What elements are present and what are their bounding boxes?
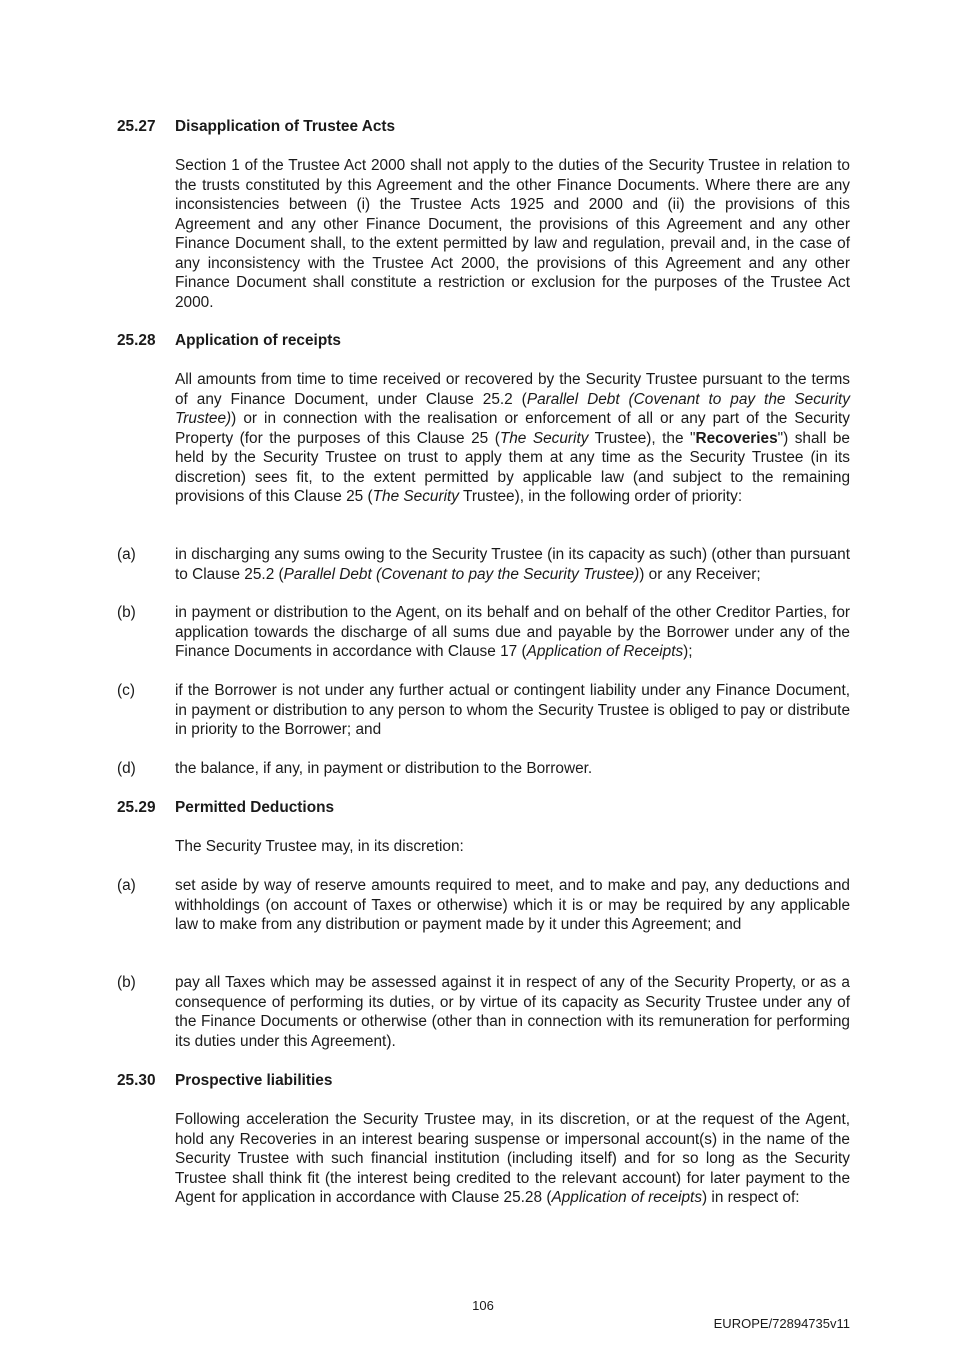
- page-number: 106: [472, 1298, 494, 1313]
- list-item-text: in discharging any sums owing to the Security Trustee (in its capacity as such) (other than pursuant to Clause 25.2 (Parallel Debt (Covenant to pay the Security Trustee)) or any Receiver;: [175, 546, 850, 583]
- list-item-text: if the Borrower is not under any further actual or contingent liability under any Finance Document, in payment or distribution to any person to whom the Security Trustee is obliged to pay or distribute in priority to the Borrower; and: [175, 682, 850, 738]
- list-item-text: pay all Taxes which may be assessed against it in respect of any of the Security Property, or as a consequence of performing its duties, or by virtue of its capacity as Security Trustee under any of the Finance Documents or otherwise (other than in connection with its remuneration for performing its duties under this Agreement).: [175, 974, 850, 1050]
- list-item-label: (b): [117, 974, 136, 991]
- list-item-label: (b): [117, 604, 136, 621]
- section-title: Permitted Deductions: [175, 799, 335, 816]
- section-number: 25.27: [117, 118, 156, 135]
- section-title: Prospective liabilities: [175, 1072, 333, 1089]
- section-number: 25.30: [117, 1072, 156, 1089]
- document-reference: EUROPE/72894735v11: [713, 1316, 850, 1331]
- list-item-text: the balance, if any, in payment or distribution to the Borrower.: [175, 760, 593, 777]
- section-paragraph: The Security Trustee may, in its discretion:: [175, 838, 464, 855]
- list-item-label: (a): [117, 877, 136, 894]
- list-item-text: in payment or distribution to the Agent, on its behalf and on behalf of the other Creditor Parties, for application towards the discharge of all sums due and payable by the Borrower under any of the Finance Documents in accordance with Clause 17 (Application of Receipts);: [175, 604, 850, 660]
- section-title: Application of receipts: [175, 332, 341, 349]
- list-item-label: (c): [117, 682, 135, 699]
- section-paragraph: All amounts from time to time received or recovered by the Security Trustee pursuant to the terms of any Finance Document, under Clause 25.2 (Parallel Debt (Covenant to pay the Security Trustee)) or in connection with the realisation or enforcement of all or any part of the Security Property (for the purposes of this Clause 25 (The Security Trustee), the "Recoveries") shall be held by the Security Trustee on trust to apply them at any time as the Security Trustee (in its discretion) sees fit, to the extent permitted by applicable law (and subject to the remaining provisions of this Clause 25 (The Security Trustee), in the following order of priority:: [175, 371, 850, 505]
- list-item-label: (a): [117, 546, 136, 563]
- section-number: 25.28: [117, 332, 156, 349]
- list-item-label: (d): [117, 760, 136, 777]
- section-number: 25.29: [117, 799, 156, 816]
- section-paragraph: Section 1 of the Trustee Act 2000 shall not apply to the duties of the Security Trustee in relation to the trusts constituted by this Agreement and the other Finance Documents. Where there are any inconsistencies between (i) the Trustee Acts 1925 and 2000 and (ii) the provisions of this Agreement and any other Finance Document, the provisions of this Agreement and any other Finance Document shall, to the extent permitted by law and regulation, prevail and, in the case of any inconsistency with the Trustee Act 2000, the provisions of this Agreement and any other Finance Document shall constitute a restriction or exclusion for the purposes of the Trustee Act 2000.: [175, 157, 850, 311]
- section-title: Disapplication of Trustee Acts: [175, 118, 396, 135]
- list-item-text: set aside by way of reserve amounts required to meet, and to make and pay, any deductions and withholdings (on account of Taxes or otherwise) which it is or may be required by any applicable law to make from any distribution or payment made by it under this Agreement; and: [175, 877, 850, 933]
- section-paragraph: Following acceleration the Security Trustee may, in its discretion, or at the request of the Agent, hold any Recoveries in an interest bearing suspense or impersonal account(s) in the name of the Security Trustee with such financial institution (including itself) and for so long as the Security Trustee shall think fit (the interest being credited to the relevant account) for later payment to the Agent for application in accordance with Clause 25.28 (Application of receipts) in respect of:: [175, 1111, 850, 1206]
